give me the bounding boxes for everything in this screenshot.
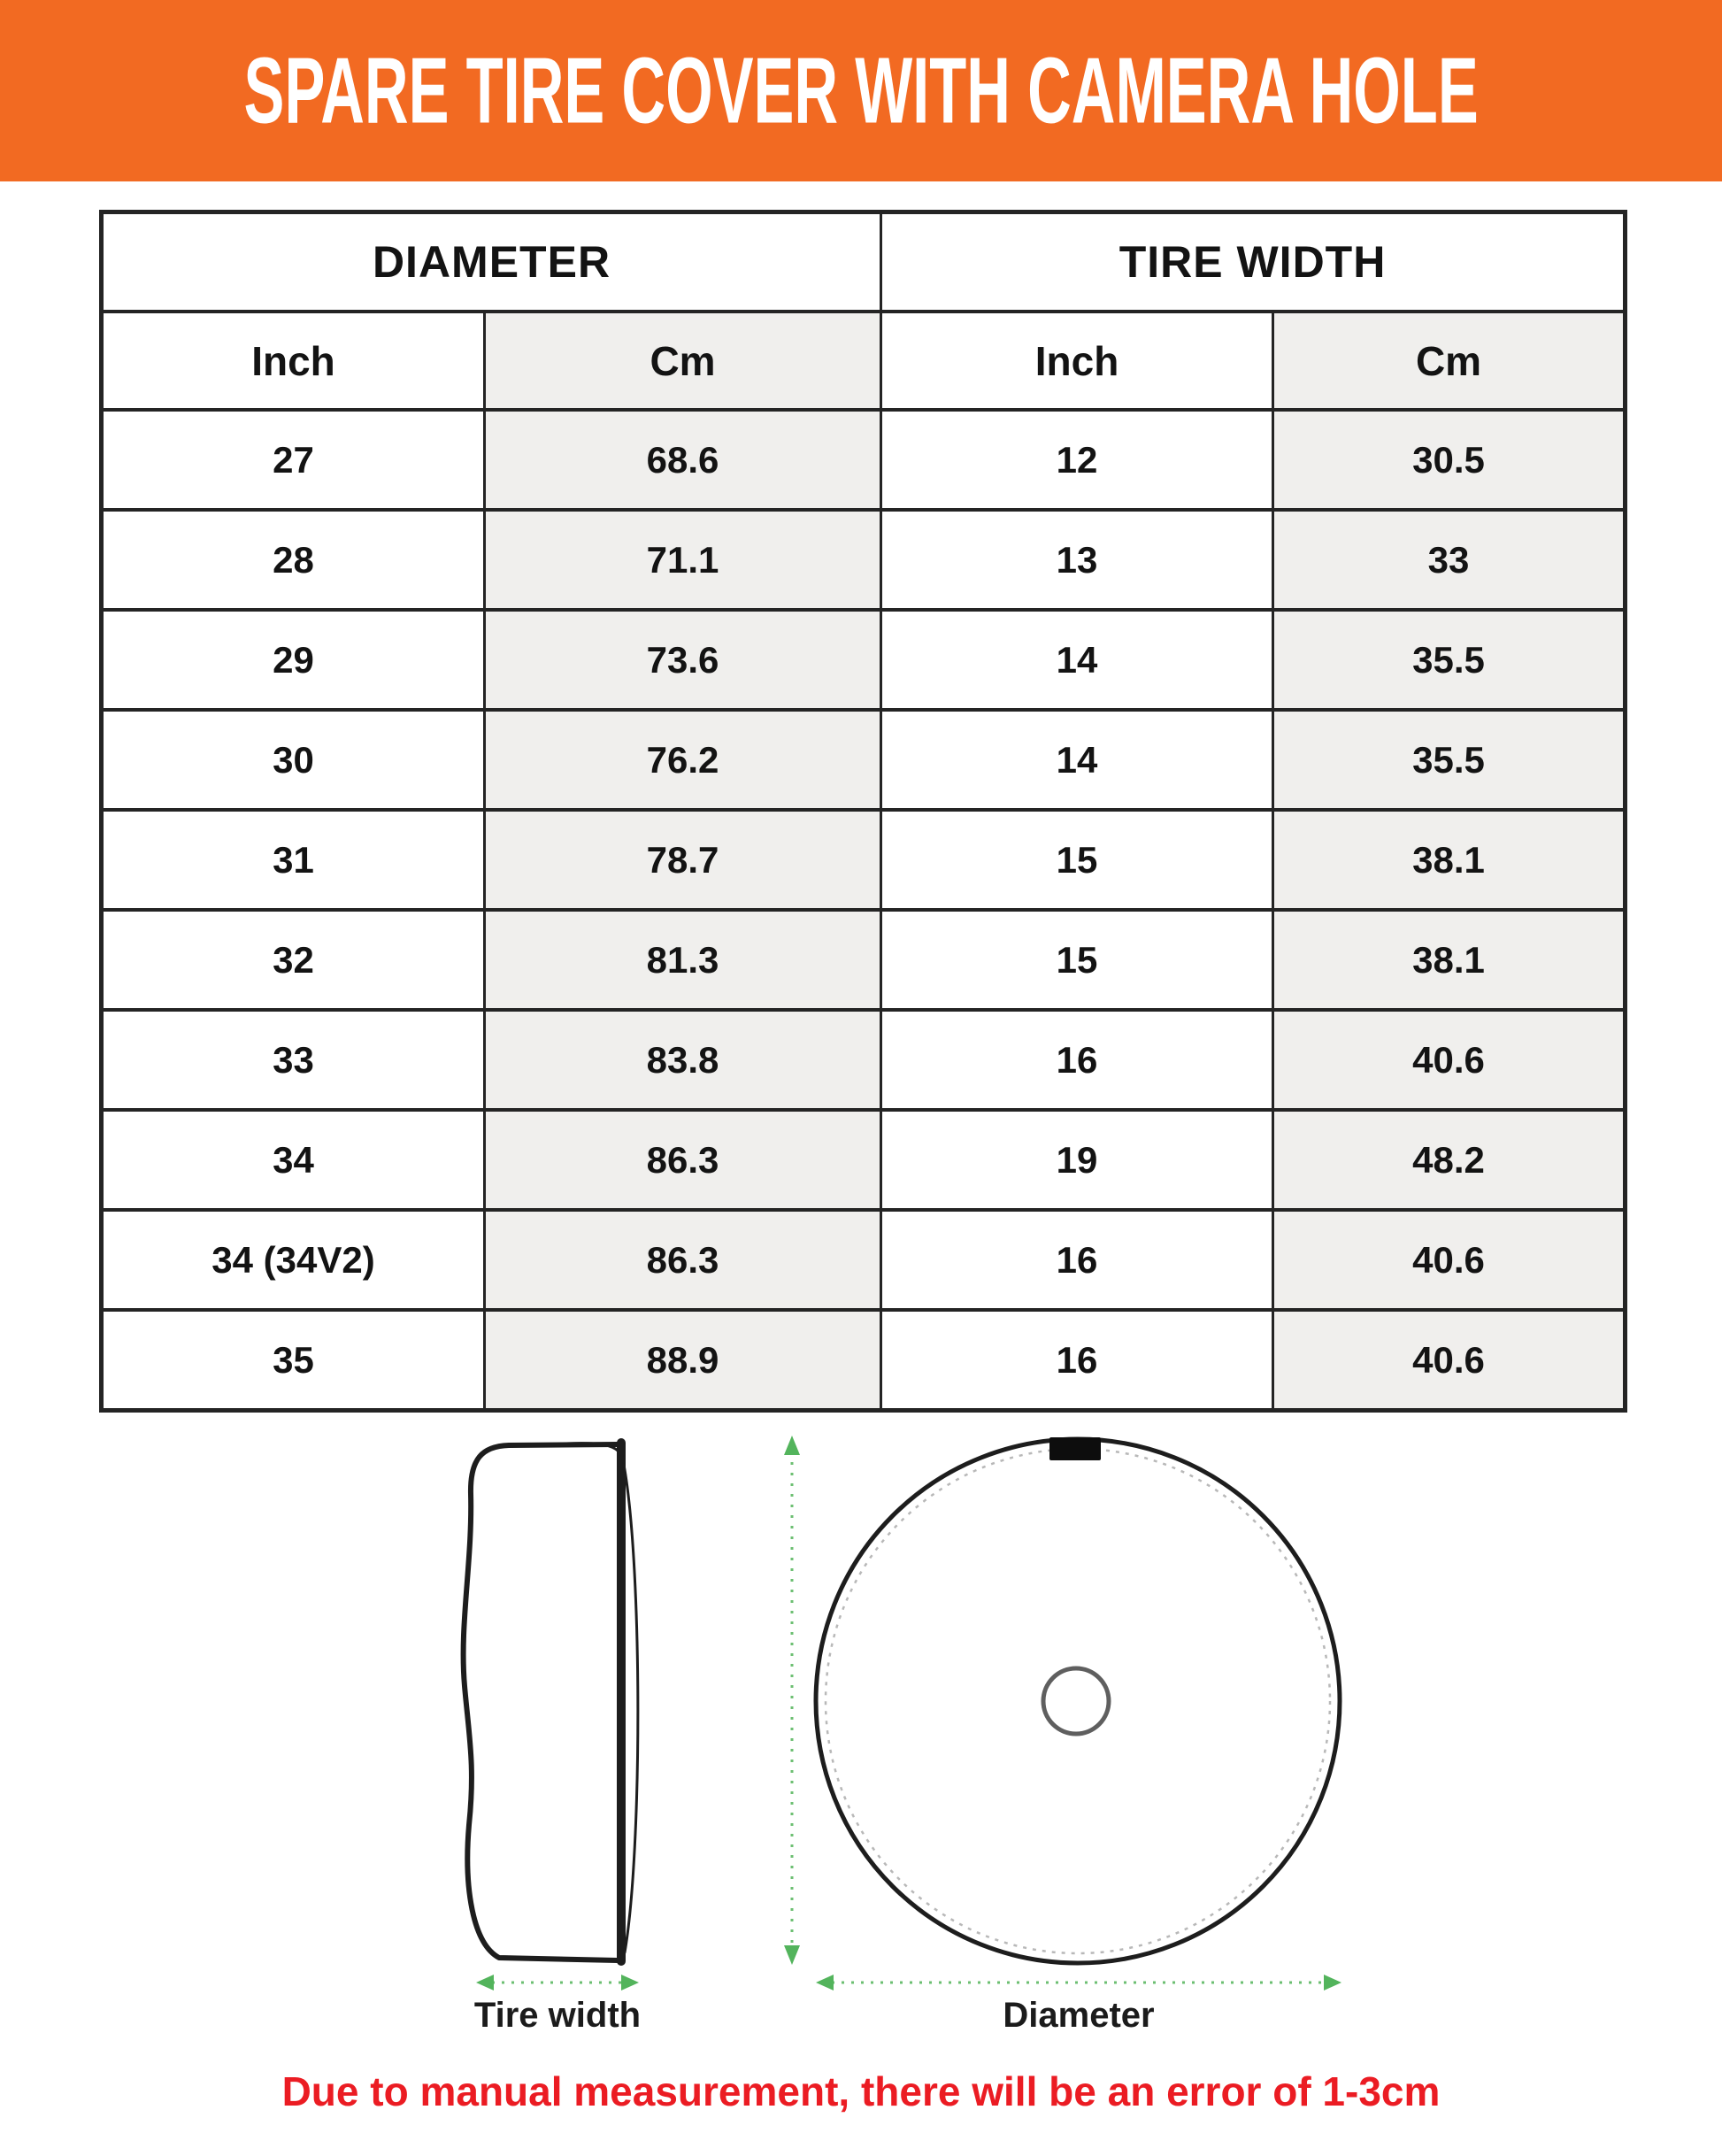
- table-cell: 27: [102, 410, 485, 510]
- table-cell: 76.2: [485, 710, 881, 810]
- table-row: [102, 410, 1626, 510]
- table-cell: 15: [881, 910, 1273, 1010]
- measurement-disclaimer: Due to manual measurement, there will be an error of 1-3cm: [281, 2068, 1441, 2114]
- table-cell: 78.7: [485, 810, 881, 910]
- subheader-width-inch: Inch: [881, 312, 1273, 410]
- arrow-left-icon: [476, 1975, 494, 1990]
- stitch-dotted-circle: [826, 1449, 1330, 1953]
- table-cell: 16: [881, 1010, 1273, 1110]
- table-cell: 30.5: [1273, 410, 1626, 510]
- table-cell: 86.3: [485, 1110, 881, 1210]
- table-row: [102, 1310, 1626, 1411]
- table-cell: 16: [881, 1310, 1273, 1411]
- table-cell: 33: [1273, 510, 1626, 610]
- table-row: [102, 1010, 1626, 1110]
- mounting-strap: [1049, 1437, 1101, 1460]
- subheader-width-cm: Cm: [1273, 312, 1626, 410]
- table-row: [102, 910, 1626, 1010]
- table-cell: 81.3: [485, 910, 881, 1010]
- table-cell: 40.6: [1273, 1010, 1626, 1110]
- table-row: [102, 710, 1626, 810]
- camera-hole: [1043, 1668, 1109, 1734]
- table-cell: 48.2: [1273, 1110, 1626, 1210]
- table-cell: 16: [881, 1210, 1273, 1310]
- table-row: [102, 1210, 1626, 1310]
- table-subheader-row: [102, 312, 1626, 410]
- table-cell: 28: [102, 510, 485, 610]
- table-row: [102, 810, 1626, 910]
- table-cell: 35.5: [1273, 610, 1626, 710]
- table-cell: 73.6: [485, 610, 881, 710]
- tire-width-arrow: [476, 1975, 639, 1990]
- table-cell: 86.3: [485, 1210, 881, 1310]
- table-cell: 29: [102, 610, 485, 710]
- table-cell: 33: [102, 1010, 485, 1110]
- table-cell: 83.8: [485, 1010, 881, 1110]
- tire-side-view: [464, 1443, 638, 1961]
- table-cell: 40.6: [1273, 1210, 1626, 1310]
- diameter-arrow: [816, 1975, 1341, 1990]
- size-chart-table: [99, 210, 1627, 1413]
- arrow-left-icon: [816, 1975, 834, 1990]
- arrow-down-icon: [784, 1945, 800, 1965]
- table-cell: 19: [881, 1110, 1273, 1210]
- diameter-label: Diameter: [1003, 1996, 1155, 2035]
- arrow-right-icon: [1324, 1975, 1341, 1990]
- table-cell: 38.1: [1273, 810, 1626, 910]
- table-row: [102, 610, 1626, 710]
- table-cell: 13: [881, 510, 1273, 610]
- table-cell: 38.1: [1273, 910, 1626, 1010]
- table-cell: 40.6: [1273, 1310, 1626, 1411]
- group-header-tire-width: TIRE WIDTH: [881, 212, 1626, 312]
- table-cell: 30: [102, 710, 485, 810]
- diameter-measure-line: [784, 1436, 800, 1965]
- page-title: SPARE TIRE COVER WITH CAMERA HOLE: [243, 38, 1479, 142]
- table-cell: 88.9: [485, 1310, 881, 1411]
- group-header-diameter: DIAMETER: [102, 212, 881, 312]
- table-cell: 34: [102, 1110, 485, 1210]
- table-cell: 31: [102, 810, 485, 910]
- table-cell: 14: [881, 610, 1273, 710]
- table-cell: 14: [881, 710, 1273, 810]
- table-cell: 68.6: [485, 410, 881, 510]
- table-cell: 12: [881, 410, 1273, 510]
- arrow-up-icon: [784, 1436, 800, 1455]
- subheader-diameter-cm: Cm: [485, 312, 881, 410]
- table-cell: 15: [881, 810, 1273, 910]
- table-cell: 35: [102, 1310, 485, 1411]
- tire-front-view: [816, 1437, 1340, 1963]
- header-banner: [0, 0, 1722, 181]
- tire-sidewall-curve: [624, 1465, 638, 1952]
- table-cell: 35.5: [1273, 710, 1626, 810]
- table-cell: 71.1: [485, 510, 881, 610]
- table-row: [102, 1110, 1626, 1210]
- table-group-header-row: [102, 212, 1626, 312]
- arrow-right-icon: [621, 1975, 639, 1990]
- table-row: [102, 510, 1626, 610]
- subheader-diameter-inch: Inch: [102, 312, 485, 410]
- table-cell: 34 (34V2): [102, 1210, 485, 1310]
- table-cell: 32: [102, 910, 485, 1010]
- tire-width-label: Tire width: [473, 1996, 642, 2035]
